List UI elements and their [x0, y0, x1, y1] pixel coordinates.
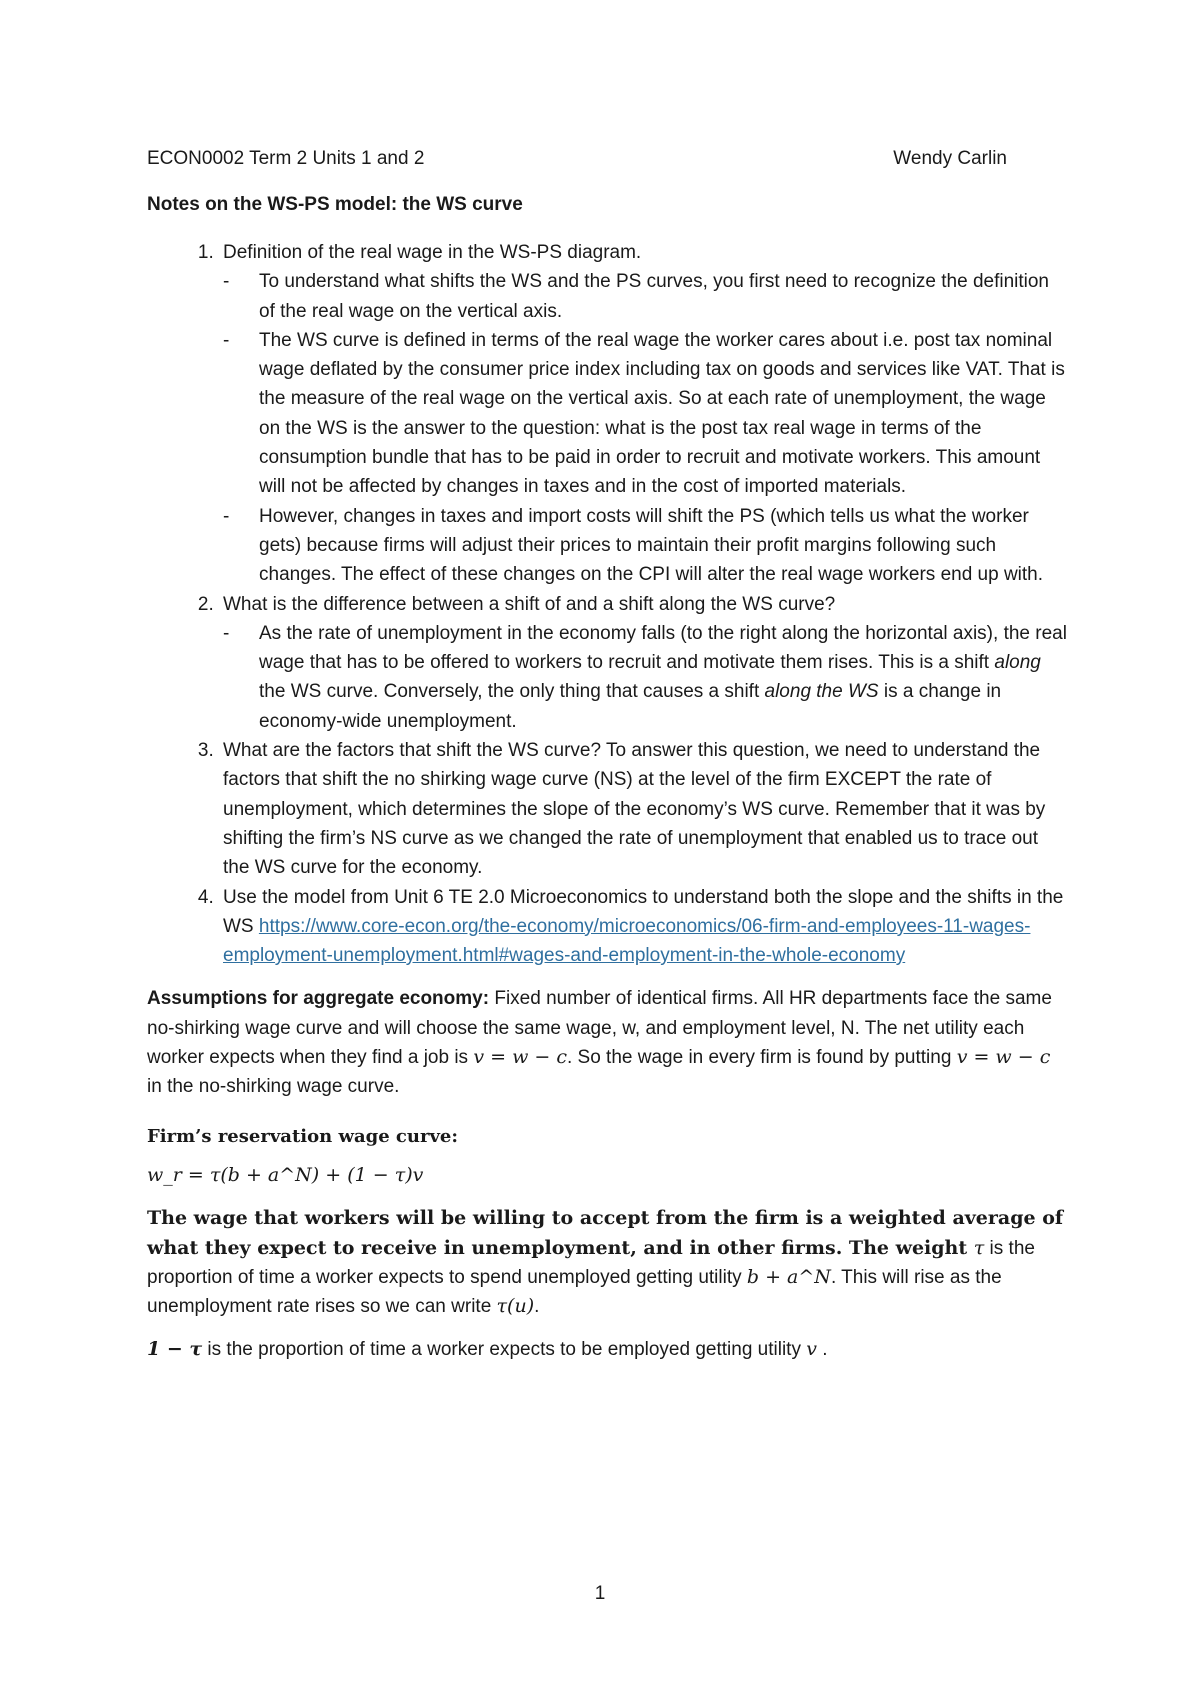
reservation-heading: Firm’s reservation wage curve: — [147, 1125, 459, 1147]
one-minus-tau: 1 − τ — [147, 1338, 203, 1361]
list-item-text: What are the factors that shift the WS curve? To answer this question, we need to understand the factors that shift the no shirking wage curve (NS) at the level of the firm EXCEPT the rate of unemployment, which determines the slope of the economy’s WS curve. Remember that it was by shifting the firm’s NS curve as we changed the rate of unemployment that enabled us to trace out the WS curve for the economy. — [223, 740, 1046, 879]
bullet-text: is a change in economy-wide unemployment. — [259, 681, 1002, 732]
tau-function: τ(u) — [496, 1295, 535, 1318]
bullet-text: As the rate of unemployment in the economy falls (to the right along the horizontal axis), the real wage that has to be offered to workers to recruit and motivate them rises. This is a shift — [259, 622, 1067, 674]
page-header — [147, 148, 1007, 176]
emphasis-text: along — [994, 652, 1041, 674]
utility-expression: b + a^N — [746, 1265, 831, 1288]
paragraph-text: . This will rise as the unemployment rate rises so we can write — [147, 1266, 1002, 1318]
document-title: Notes on the WS-PS model: the WS curve — [147, 194, 523, 215]
bullet-list — [223, 267, 1067, 589]
list-item-2 — [219, 590, 1067, 736]
bullet-item: - However, changes in taxes and import costs will shift the PS (which tells us what the worker gets) because firms will adjust their prices to maintain their profit margins following such changes. The effect of these changes on the CPI will alter the real wage workers end up with. — [259, 502, 1067, 590]
bullet-item — [259, 619, 1067, 736]
author-name: Wendy Carlin — [893, 148, 1007, 169]
paragraph-text: is the proportion of time a worker expects to be employed getting utility — [202, 1339, 807, 1361]
list-item-text: Definition of the real wage in the WS-PS diagram. — [223, 242, 642, 263]
v-symbol: v — [806, 1338, 817, 1361]
utility-equation: v = w − c — [473, 1046, 567, 1069]
employment-paragraph — [147, 1335, 1067, 1364]
emphasis-text: along the WS — [764, 681, 879, 703]
bullet-text: the WS curve. Conversely, the only thing that causes a shift — [259, 681, 765, 703]
paragraph-text: . — [534, 1296, 540, 1318]
paragraph-text: . — [816, 1339, 828, 1361]
bullet-list — [223, 619, 1067, 736]
reservation-paragraph — [147, 1204, 1067, 1321]
core-econ-link[interactable]: https://www.core-econ.org/the-economy/microeconomics/06-firm-and-employees-11-wages-employment-unemployment.html#wages-and-employment-in-the-whole-economy — [223, 915, 1031, 967]
tau-symbol: τ — [973, 1236, 985, 1259]
numbered-list — [147, 238, 1067, 970]
list-item-text: Use the model from Unit 6 TE 2.0 Microeconomics to understand both the slope and the shifts in the WS — [223, 886, 1064, 937]
list-item-text: What is the difference between a shift of and a shift along the WS curve? — [223, 593, 836, 615]
paragraph-text: . So the wage in every firm is found by putting — [566, 1047, 957, 1069]
reservation-wage-equation: w_r = τ(b + a^N) + (1 − τ)v — [147, 1163, 424, 1186]
assumptions-label: Assumptions for aggregate economy: — [147, 988, 490, 1010]
assumptions-paragraph — [147, 984, 1067, 1101]
document-body — [147, 238, 1067, 1365]
course-title: ECON0002 Term 2 Units 1 and 2 — [147, 148, 425, 169]
paragraph-text: is the proportion of time a worker expects to spend unemployed getting utility — [147, 1237, 1035, 1288]
list-item-4 — [219, 883, 1067, 971]
paragraph-text: Fixed number of identical firms. All HR departments face the same no-shirking wage curve and will choose the same wage, w, and employment level, N. The net utility each worker expects when they find a job is — [147, 988, 1052, 1069]
list-item-1 — [219, 238, 1067, 590]
list-item-3 — [219, 736, 1067, 882]
page-number: 1 — [594, 1583, 606, 1604]
bullet-item: - The WS curve is defined in terms of the real wage the worker cares about i.e. post tax nominal wage deflated by the consumer price index including tax on goods and services like VAT. That is the measure of the real wage on the vertical axis. So at each rate of unemployment, the wage on the WS is the answer to the question: what is the post tax real wage in terms of the consumption bundle that has to be paid in order to recruit and motivate workers. This amount will not be affected by changes in taxes and in the cost of imported materials. — [259, 326, 1067, 502]
bullet-item: - To understand what shifts the WS and the PS curves, you first need to recognize the definition of the real wage on the vertical axis. — [259, 267, 1067, 326]
utility-equation: v = w − c — [956, 1046, 1051, 1069]
bold-text: The wage that workers will be willing to accept from the firm is a weighted average of what they expect to receive in unemployment, and in other firms. The weight — [147, 1207, 1064, 1259]
paragraph-text: in the no-shirking wage curve. — [147, 1076, 400, 1098]
